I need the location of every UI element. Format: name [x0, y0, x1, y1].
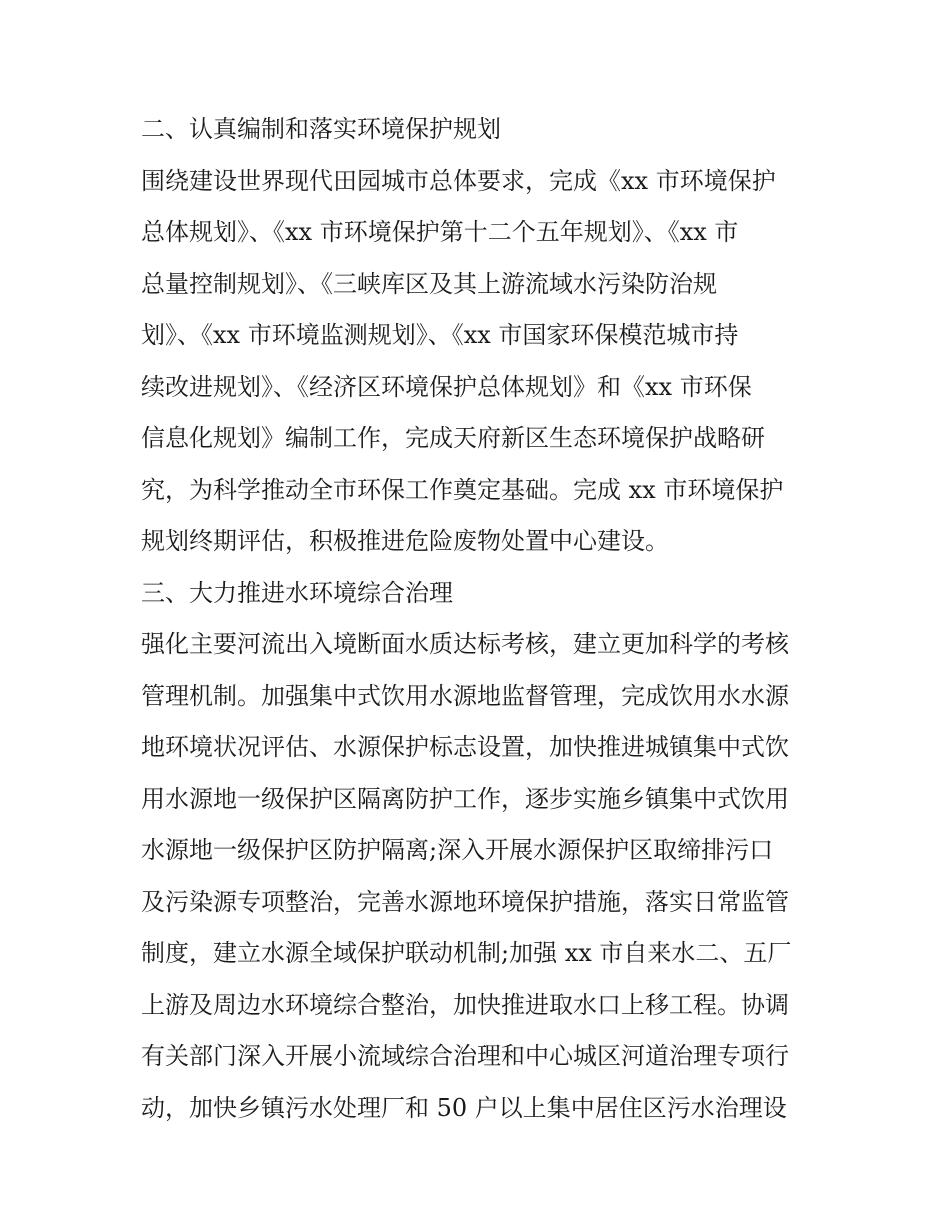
section-heading: 二、认真编制和落实环境保护规划 — [141, 115, 501, 143]
section-heading: 三、大力推进水环境综合治理 — [141, 578, 453, 607]
paragraph-line: 水源地一级保护区防护隔离;深入开展水源保护区取缔排污口 — [141, 836, 774, 864]
paragraph-line: 总量控制规划》、《三峡库区及其上游流域水污染防治规 — [141, 269, 717, 298]
paragraph-line: 用水源地一级保护区隔离防护工作，逐步实施乡镇集中式饮用 — [141, 784, 789, 813]
paragraph-line: 制度，建立水源全域保护联动机制;加强 xx 市自来水二、五厂 — [141, 939, 792, 967]
paragraph-line: 有关部门深入开展小流域综合治理和中心城区河道治理专项行 — [141, 1042, 789, 1070]
paragraph-line: 管理机制。加强集中式饮用水源地监督管理，完成饮用水水源 — [141, 681, 789, 710]
paragraph-line: 围绕建设世界现代田园城市总体要求，完成《xx 市环境保护 — [141, 166, 776, 195]
paragraph-line: 续改进规划》、《经济区环境保护总体规划》和《xx 市环保 — [141, 372, 752, 401]
paragraph-line: 规划终期评估，积极推进危险废物处置中心建设。 — [141, 527, 669, 555]
paragraph-line: 强化主要河流出入境断面水质达标考核，建立更加科学的考核 — [141, 630, 789, 658]
paragraph-line: 总体规划》、《xx 市环境保护第十二个五年规划》、《xx 市 — [141, 218, 739, 246]
paragraph-line: 及污染源专项整治，完善水源地环境保护措施，落实日常监管 — [141, 887, 789, 916]
paragraph-line: 地环境状况评估、水源保护标志设置，加快推进城镇集中式饮 — [141, 733, 789, 761]
paragraph-line: 究，为科学推动全市环保工作奠定基础。完成 xx 市环境保护 — [141, 475, 784, 504]
document-body — [141, 104, 821, 1134]
paragraph-line: 信息化规划》编制工作，完成天府新区生态环境保护战略研 — [141, 424, 765, 452]
paragraph-line: 划》、《xx 市环境监测规划》、《xx 市国家环保模范城市持 — [141, 321, 739, 349]
paragraph-line: 上游及周边水环境综合整治，加快推进取水口上移工程。协调 — [141, 990, 789, 1019]
paragraph-line: 动，加快乡镇污水处理厂和 50 户以上集中居住区污水治理设 — [141, 1093, 787, 1122]
